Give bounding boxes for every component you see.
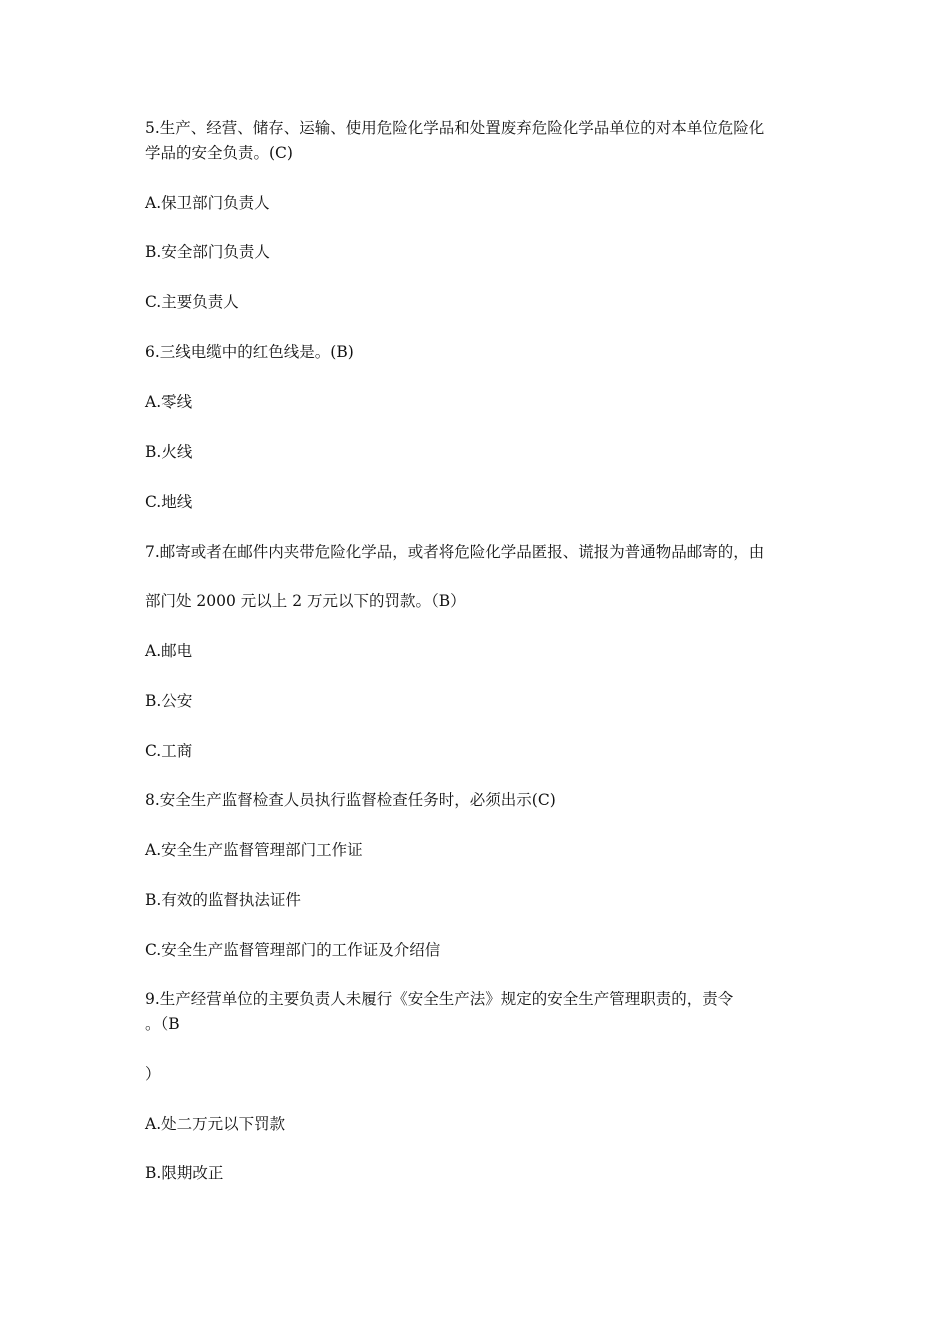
question-7-text-line-2: 部门处 2000 元以上 2 万元以下的罚款。（B） bbox=[145, 592, 466, 610]
question-5-option-b: B.安全部门负责人 bbox=[145, 243, 270, 261]
question-9-option-a: A.处二万元以下罚款 bbox=[145, 1115, 286, 1133]
question-8-option-a: A.安全生产监督管理部门工作证 bbox=[145, 841, 363, 859]
question-8-option-b: B.有效的监督执法证件 bbox=[145, 891, 301, 909]
question-6-option-c: C.地线 bbox=[145, 493, 193, 511]
question-7-option-c: C.工商 bbox=[145, 742, 193, 760]
question-6-option-b: B.火线 bbox=[145, 443, 193, 461]
question-6-option-a: A.零线 bbox=[145, 393, 193, 411]
question-5-option-a: A.保卫部门负责人 bbox=[145, 194, 270, 212]
question-5-text-line-2: 学品的安全负责。(C) bbox=[145, 144, 293, 162]
question-5-option-c: C.主要负责人 bbox=[145, 293, 239, 311]
question-7-option-b: B.公安 bbox=[145, 692, 193, 710]
question-8-text: 8.安全生产监督检查人员执行监督检查任务时，必须出示(C) bbox=[145, 791, 556, 809]
question-5-text-line-1: 5.生产、经营、储存、运输、使用危险化学品和处置废弃危险化学品单位的对本单位危险化 bbox=[145, 119, 765, 137]
question-7-text-line-1: 7.邮寄或者在邮件内夹带危险化学品，或者将危险化学品匿报、谎报为普通物品邮寄的，由 bbox=[145, 543, 765, 561]
question-9-text-line-2: 。（B bbox=[145, 1015, 180, 1033]
question-8-option-c: C.安全生产监督管理部门的工作证及介绍信 bbox=[145, 941, 441, 959]
question-7-option-a: A.邮电 bbox=[145, 642, 193, 660]
question-6-text: 6.三线电缆中的红色线是。(B) bbox=[145, 343, 354, 361]
question-9-option-b: B.限期改正 bbox=[145, 1164, 224, 1182]
question-9-text-line-3: ） bbox=[145, 1065, 161, 1083]
question-9-text-line-1: 9.生产经营单位的主要负责人未履行《安全生产法》规定的安全生产管理职责的，责令 bbox=[145, 990, 734, 1008]
